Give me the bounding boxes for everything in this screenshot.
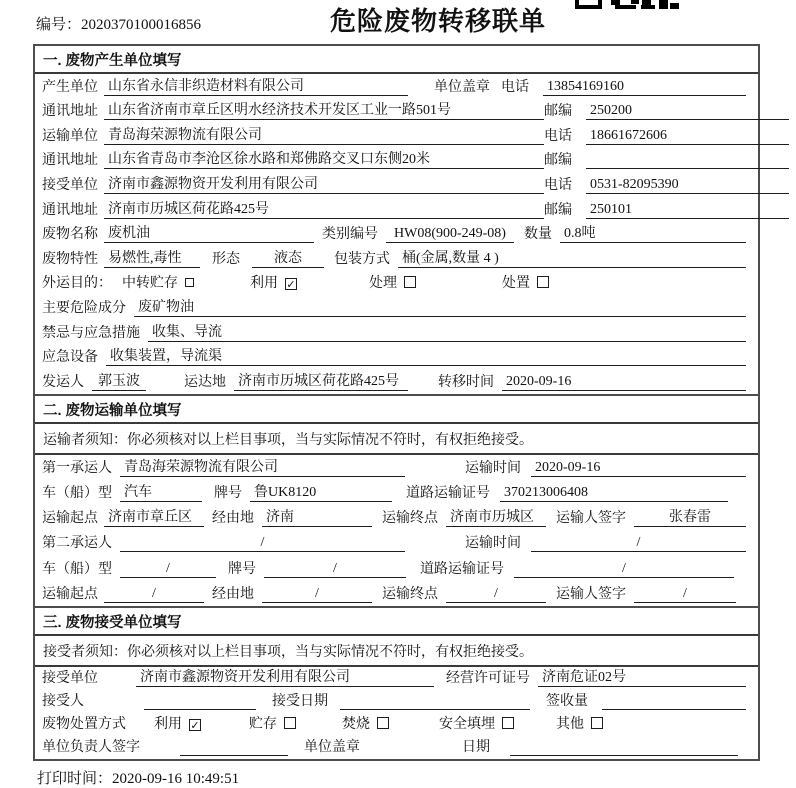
route2-sign-label: 运输人签字 <box>556 586 626 602</box>
checkbox-disposal-utilize: ✓ <box>190 718 200 732</box>
row-transport-address <box>35 148 758 173</box>
dispose-label: 处置 <box>502 276 530 292</box>
receive-phone-field <box>544 174 789 194</box>
purpose-option-treat <box>369 272 416 292</box>
category-label: 类别编号 <box>322 227 378 243</box>
carrier2-label: 第二承运人 <box>42 536 112 552</box>
row-transfer-purpose <box>35 271 758 296</box>
checkbox-treat <box>404 276 416 288</box>
license-label: 经营许可证号 <box>446 670 530 686</box>
quantity-value: 0.8吨 <box>560 222 746 243</box>
route2-sign-value: / <box>634 586 736 603</box>
packing-label: 包装方式 <box>334 251 390 267</box>
disposal-method-label: 废物处置方式 <box>42 716 126 732</box>
producer-phone-field <box>501 76 746 96</box>
purpose-option-utilize <box>250 272 297 292</box>
receive-unit-label: 接受单位 <box>42 177 98 193</box>
taboo-value: 收集、导流 <box>148 321 746 342</box>
permit2-label: 道路运输证号 <box>420 561 504 577</box>
receive-zip-field <box>544 199 789 219</box>
route2-via-label: 经由地 <box>212 586 254 602</box>
document-number <box>36 13 201 34</box>
treat-label: 处理 <box>369 276 397 292</box>
transfer-time-value: 2020-09-16 <box>502 374 746 391</box>
row-producer-address <box>35 99 758 124</box>
vehicle2-type-label: 车（船）型 <box>42 561 112 577</box>
receiver-person-label: 接受人 <box>42 693 84 709</box>
permit1-value: 370213006408 <box>500 485 728 502</box>
producer-unit-value: 山东省永信非织造材料有限公司 <box>104 75 408 96</box>
phone-label: 电话 <box>501 79 529 95</box>
row-transport-unit <box>35 123 758 148</box>
disposal-store-label: 贮存 <box>249 716 277 732</box>
producer-phone-value: 13854169160 <box>543 79 746 96</box>
hazard-value: 废矿物油 <box>134 296 746 317</box>
row-waste-traits <box>35 246 758 271</box>
route1-end-label: 运输终点 <box>382 511 438 527</box>
purpose-option-dispose <box>502 272 549 292</box>
responsible-sign-value <box>180 739 288 756</box>
disposal-option-incinerate <box>342 713 389 733</box>
destination-label: 运达地 <box>184 374 226 390</box>
waste-name-label: 废物名称 <box>42 227 98 243</box>
route1-via-label: 经由地 <box>212 511 254 527</box>
transport-time2-value: / <box>531 535 746 552</box>
transfer-storage-label: 中转贮存 <box>122 276 178 292</box>
waste-name-value: 废机油 <box>104 222 314 243</box>
utilize-label: 利用 <box>250 276 278 292</box>
document-number-label: 编号： <box>36 17 82 33</box>
checkbox-disposal-incinerate <box>377 717 389 729</box>
receiver-notice: 接受者须知：你必须核对以上栏目事项，当与实际情况不符时，有权拒绝接受。 <box>35 636 758 667</box>
permit1-label: 道路运输证号 <box>406 486 490 502</box>
disposal-option-store <box>249 713 296 733</box>
transport-phone-field <box>544 125 789 145</box>
section-transporter <box>33 394 760 608</box>
disposal-option-other <box>556 713 603 733</box>
row-carrier1 <box>35 455 758 480</box>
receive-date-value <box>340 693 530 710</box>
transport-time2-label: 运输时间 <box>465 536 521 552</box>
signed-qty-label: 签收量 <box>546 693 588 709</box>
document-number-value: 2020370100016856 <box>81 17 202 33</box>
row-vehicle1 <box>35 480 758 505</box>
responsible-sign-label: 单位负责人签字 <box>42 739 140 755</box>
waste-traits-value: 易燃性,毒性 <box>104 247 200 268</box>
route2-via-value: / <box>262 586 372 603</box>
disposal-incinerate-label: 焚烧 <box>342 716 370 732</box>
zip-label: 邮编 <box>544 202 572 218</box>
row-producer-unit <box>35 74 758 99</box>
route1-via-value: 济南 <box>262 506 372 527</box>
row-waste-name <box>35 222 758 247</box>
print-time-label: 打印时间： <box>37 770 113 787</box>
route2-end-label: 运输终点 <box>382 586 438 602</box>
section2-title: 二. 废物运输单位填写 <box>35 396 758 424</box>
row-route1 <box>35 505 758 530</box>
disposal-landfill-label: 安全填埋 <box>439 716 495 732</box>
disposal-option-utilize <box>154 713 201 733</box>
print-time <box>37 767 796 788</box>
page-title: 危险废物转移联单 <box>330 6 547 36</box>
equipment-value: 收集装置，导流渠 <box>106 345 746 366</box>
route1-sign-label: 运输人签字 <box>556 511 626 527</box>
row-disposal-method <box>35 713 758 736</box>
route1-end-value: 济南市历城区 <box>446 506 546 527</box>
license-value: 济南危证02号 <box>538 666 746 687</box>
unit-seal2-label: 单位盖章 <box>304 739 360 755</box>
row-hazard-components <box>35 295 758 320</box>
producer-unit-label: 产生单位 <box>42 79 98 95</box>
row-emergency-equipment <box>35 345 758 370</box>
transport-zip-value <box>586 152 789 169</box>
category-value: HW08(900-249-08) <box>386 226 514 243</box>
seal-date-value <box>510 739 738 756</box>
row-responsible-signature <box>35 736 758 759</box>
manifest-form <box>33 44 760 761</box>
vehicle1-type-label: 车（船）型 <box>42 486 112 502</box>
waste-traits-label: 废物特性 <box>42 251 98 267</box>
checkbox-transfer-storage <box>185 278 194 287</box>
route1-sign-value: 张春雷 <box>634 506 746 527</box>
form-value: 液态 <box>252 247 324 268</box>
row-receive-address <box>35 197 758 222</box>
disposal-option-landfill <box>439 713 514 733</box>
row-carrier2 <box>35 530 758 555</box>
quantity-label: 数量 <box>524 227 552 243</box>
producer-address-value: 山东省济南市章丘区明水经济技术开发区工业一路501号 <box>104 99 544 120</box>
phone-label: 电话 <box>544 128 572 144</box>
plate2-value: / <box>264 561 406 578</box>
transport-address-label: 通讯地址 <box>42 153 98 169</box>
row-vehicle2 <box>35 555 758 580</box>
route2-start-value: / <box>104 586 204 603</box>
receive-phone-value: 0531-82095390 <box>586 177 789 194</box>
vehicle1-type-value: 汽车 <box>120 481 202 502</box>
plate1-label: 牌号 <box>214 486 242 502</box>
transport-time1-label: 运输时间 <box>465 460 521 476</box>
receive-date-label: 接受日期 <box>272 693 328 709</box>
receive-address-value: 济南市历城区荷花路425号 <box>104 198 544 219</box>
packing-value: 桶(金属,数量 4 ) <box>398 247 746 268</box>
checkbox-utilize: ✓ <box>286 278 296 292</box>
seal-date-label: 日期 <box>462 739 490 755</box>
section1-title: 一. 废物产生单位填写 <box>35 46 758 74</box>
route1-start-value: 济南市章丘区 <box>104 506 204 527</box>
equipment-label: 应急设备 <box>42 350 98 366</box>
zip-label: 邮编 <box>544 153 572 169</box>
row-receiver-unit <box>35 667 758 690</box>
zip-label: 邮编 <box>544 104 572 120</box>
section-producer <box>33 44 760 396</box>
receiver-person-value <box>144 693 256 710</box>
route2-start-label: 运输起点 <box>42 586 98 602</box>
qr-code-fragment <box>575 0 679 10</box>
row-receiver-person <box>35 690 758 713</box>
form-label: 形态 <box>212 251 240 267</box>
unit-seal-label: 单位盖章 <box>434 79 490 95</box>
transport-unit-value: 青岛海荣源物流有限公司 <box>104 124 544 145</box>
route2-end-value: / <box>446 586 546 603</box>
producer-address-label: 通讯地址 <box>42 104 98 120</box>
disposal-other-label: 其他 <box>556 716 584 732</box>
plate1-value: 鲁UK8120 <box>250 481 392 502</box>
carrier1-label: 第一承运人 <box>42 460 112 476</box>
receive-address-label: 通讯地址 <box>42 202 98 218</box>
receive-zip-value: 250101 <box>586 202 789 219</box>
transport-time1-value: 2020-09-16 <box>531 460 746 477</box>
transporter-notice: 运输者须知：你必须核对以上栏目事项，当与实际情况不符时，有权拒绝接受。 <box>35 424 758 455</box>
transfer-time-label: 转移时间 <box>438 374 494 390</box>
row-dispatch <box>35 369 758 394</box>
purpose-label: 外运目的： <box>42 276 112 292</box>
checkbox-dispose <box>537 276 549 288</box>
section3-title: 三. 废物接受单位填写 <box>35 608 758 636</box>
checkbox-disposal-landfill <box>502 717 514 729</box>
transport-unit-label: 运输单位 <box>42 128 98 144</box>
taboo-label: 禁忌与应急措施 <box>42 325 140 341</box>
permit2-value: / <box>514 561 734 578</box>
destination-value: 济南市历城区荷花路425号 <box>234 370 408 391</box>
checkbox-disposal-store <box>284 717 296 729</box>
purpose-option-transfer-storage <box>122 272 194 292</box>
receive-unit-value: 济南市鑫源物资开发利用有限公司 <box>104 173 544 194</box>
row-receive-unit <box>35 172 758 197</box>
receiver-unit-value: 济南市鑫源物资开发利用有限公司 <box>136 666 434 687</box>
route1-start-label: 运输起点 <box>42 511 98 527</box>
checkbox-disposal-other <box>591 717 603 729</box>
plate2-label: 牌号 <box>228 561 256 577</box>
producer-zip-field <box>544 100 789 120</box>
document-header <box>0 0 796 44</box>
section-receiver <box>33 606 760 761</box>
row-taboo-measures <box>35 320 758 345</box>
signed-qty-value <box>602 693 746 710</box>
print-time-value: 2020-09-16 10:49:51 <box>112 770 240 787</box>
hazard-label: 主要危险成分 <box>42 300 126 316</box>
transport-zip-field <box>544 149 789 169</box>
dispatcher-label: 发运人 <box>42 374 84 390</box>
row-route2 <box>35 581 758 606</box>
carrier1-value: 青岛海荣源物流有限公司 <box>120 456 405 477</box>
vehicle2-type-value: / <box>120 561 216 578</box>
carrier2-value: / <box>120 535 405 552</box>
disposal-utilize-label: 利用 <box>154 716 182 732</box>
receiver-unit-label: 接受单位 <box>42 670 98 686</box>
transport-address-value: 山东省青岛市李沧区徐水路和郑佛路交叉口东侧20米 <box>104 148 544 169</box>
phone-label: 电话 <box>544 177 572 193</box>
dispatcher-value: 郭玉波 <box>92 370 146 391</box>
producer-zip-value: 250200 <box>586 103 789 120</box>
transport-phone-value: 18661672606 <box>586 128 789 145</box>
